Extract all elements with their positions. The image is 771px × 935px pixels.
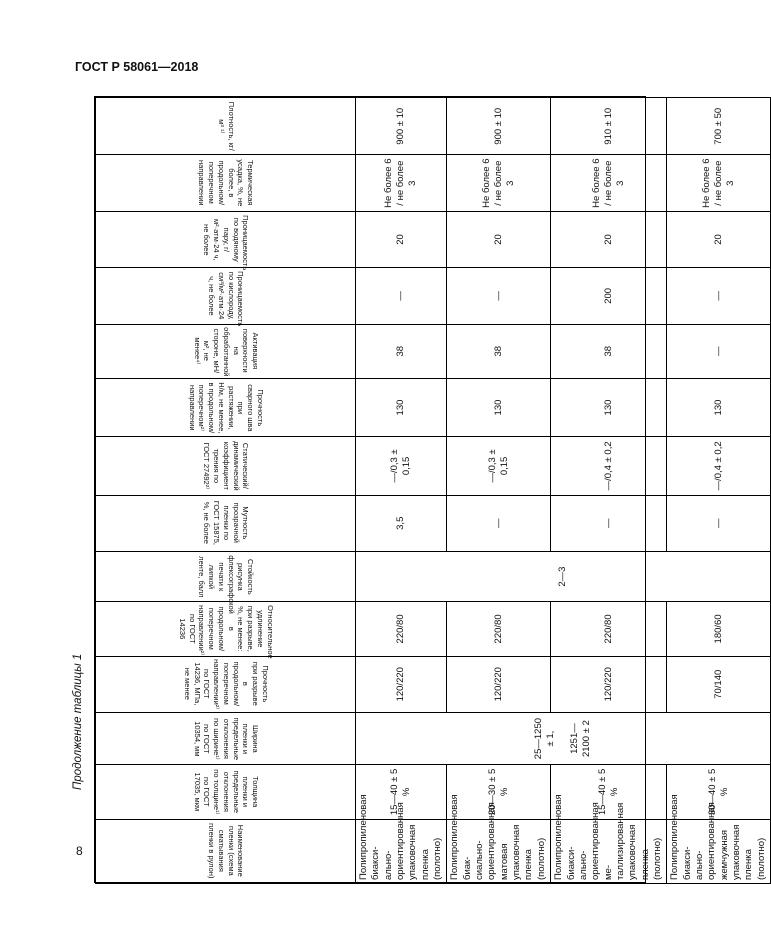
- header-cell-seal: Прочность сварного шва при растяжении, Н/м, не менее, в продольном/поперечном²⁾ направлении: [96, 378, 356, 436]
- cell-elongation: 220/80: [447, 602, 551, 656]
- header-cell-thickness: Толщина пленки и предельные отклонения по толщине¹⁾ по ГОСТ 17035, мкм: [96, 765, 356, 819]
- cell-oxygen: —: [447, 268, 551, 324]
- cell-vapor: 20: [667, 211, 771, 267]
- width-value: 25—1250 ± 1,: [533, 717, 557, 760]
- cell-seal: 130: [356, 378, 447, 436]
- cell-printing-merged: 2—3: [356, 551, 771, 601]
- cell-film-name: Полипропиленовая биаксиально-ориентированная металлизированная упаковочная пленка (полотно): [551, 819, 667, 883]
- cell-seal: 130: [551, 378, 667, 436]
- cell-activation: —: [667, 324, 771, 378]
- cell-vapor: 20: [551, 211, 667, 267]
- cell-thickness: 30—40 ± 5 %: [667, 765, 771, 819]
- header-cell-vapor: Проницаемость по водяному пару, г/м²·атм·24 ч, не более: [96, 211, 356, 267]
- header-cell-width: Ширина пленки и предельные отклонения по ширине¹⁾ по ГОСТ 10354, мм: [96, 712, 356, 764]
- cell-oxygen: —: [667, 268, 771, 324]
- cell-film-name: Полипропиленовая биаксиально-ориентированная матовая упаковочная пленка (полотно): [447, 819, 551, 883]
- cell-oxygen: —: [356, 268, 447, 324]
- cell-strength: 120/220: [447, 656, 551, 712]
- header-cell-shrink: Термическая усадка, %, не более, в продольном/поперечном направлении: [96, 155, 356, 211]
- width-value: 1251—2100 ± 2: [568, 720, 592, 758]
- cell-activation: 38: [447, 324, 551, 378]
- table-header-row: [96, 98, 356, 884]
- cell-shrink: Не более 6 / не более 3: [356, 155, 447, 211]
- header-cell-elongation: Относительное удлинение при разрыве, %, не менее: в продольном/поперечном направлении²⁾ по ГОСТ 14236: [96, 602, 356, 656]
- cell-thickness: 15—40 ± 5 %: [551, 765, 667, 819]
- cell-density: 910 ± 10: [551, 98, 667, 155]
- cell-friction: —/0,3 ± 0,15: [447, 437, 551, 495]
- film-spec-table: [95, 97, 771, 884]
- cell-strength: 70/140: [667, 656, 771, 712]
- spec-table-frame: [94, 96, 767, 883]
- header-cell-haze: Мутность прозрачной пленки по ГОСТ 15875, %, не более: [96, 495, 356, 551]
- cell-density: 900 ± 10: [447, 98, 551, 155]
- cell-shrink: Не более 6 / не более 3: [447, 155, 551, 211]
- cell-density: 700 ± 50: [667, 98, 771, 155]
- cell-strength: 120/220: [551, 656, 667, 712]
- header-cell-strength: Прочность при разрыве в продольном/поперечном направлении²⁾ по ГОСТ 14236, МПа, не менее: [96, 656, 356, 712]
- document-code: ГОСТ Р 58061—2018: [75, 60, 199, 74]
- cell-haze: 3,5: [356, 495, 447, 551]
- cell-seal: 130: [447, 378, 551, 436]
- cell-vapor: 20: [447, 211, 551, 267]
- cell-activation: 38: [551, 324, 667, 378]
- cell-haze: —: [667, 495, 771, 551]
- cell-seal: 130: [667, 378, 771, 436]
- table-row: [447, 98, 551, 884]
- cell-width-merged: [356, 712, 771, 764]
- cell-shrink: Не более 6 / не более 3: [551, 155, 667, 211]
- cell-thickness: 20—30 ± 5 %: [447, 765, 551, 819]
- table-row: [551, 98, 667, 884]
- cell-thickness: 15—40 ± 5 %: [356, 765, 447, 819]
- cell-friction: —/0,4 ± 0,2: [667, 437, 771, 495]
- header-cell-name: Наименование пленки (схема сматывания пленки в рулон): [96, 819, 356, 883]
- table-row: [667, 98, 771, 884]
- cell-vapor: 20: [356, 211, 447, 267]
- table-continuation-label: Продолжение таблицы 1: [72, 653, 84, 790]
- cell-friction: —/0,3 ± 0,15: [356, 437, 447, 495]
- header-cell-activation: Активация поверхности на обработанной стороне, мН/м², не менее⁴⁾: [96, 324, 356, 378]
- cell-film-name: Полипропиленовая биаксиально-ориентированная упаковочная пленка (полотно): [356, 819, 447, 883]
- cell-elongation: 220/80: [551, 602, 667, 656]
- cell-elongation: 220/80: [356, 602, 447, 656]
- cell-oxygen: 200: [551, 268, 667, 324]
- cell-activation: 38: [356, 324, 447, 378]
- cell-friction: —/0,4 ± 0,2: [551, 437, 667, 495]
- cell-shrink: Не более 6 / не более 3: [667, 155, 771, 211]
- header-cell-friction: Статический/динамический коэффициент трения по ГОСТ 27492²⁾: [96, 437, 356, 495]
- header-cell-printing: Стойкость рисунка флексографской печати к липкой ленте, балл: [96, 551, 356, 601]
- cell-haze: —: [551, 495, 667, 551]
- header-cell-oxygen: Проницаемость по кислороду, см³/м²·атм·24 ч, не более: [96, 268, 356, 324]
- table-row: [356, 98, 447, 884]
- cell-film-name: Полипропиленовая биаксиально-ориентированная жемчужная упаковочная пленка (полотно): [667, 819, 771, 883]
- cell-elongation: 180/60: [667, 602, 771, 656]
- cell-strength: 120/220: [356, 656, 447, 712]
- page-number: 8: [76, 844, 83, 858]
- rotated-table-container: [95, 97, 767, 884]
- cell-density: 900 ± 10: [356, 98, 447, 155]
- header-cell-density: Плотность, кг/м³ ¹⁾: [96, 98, 356, 155]
- cell-haze: —: [447, 495, 551, 551]
